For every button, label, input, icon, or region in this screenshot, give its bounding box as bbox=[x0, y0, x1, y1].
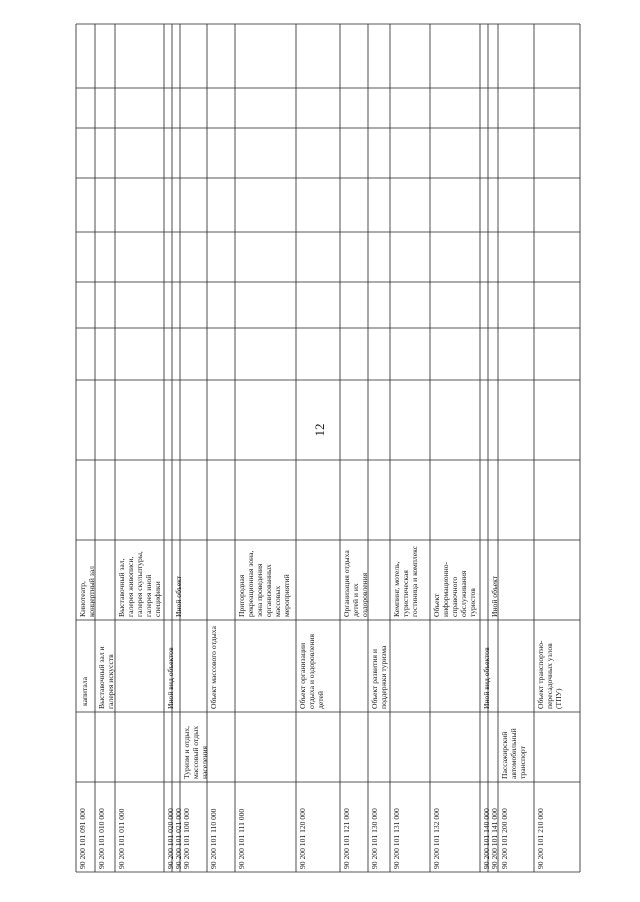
row-code: 90 200 101 130 000 bbox=[370, 808, 379, 869]
row-cell-c2: Туризм и отдых, массовый отдых населения bbox=[182, 725, 209, 779]
row-code: 90 200 101 210 000 bbox=[536, 808, 545, 869]
row-code: 90 200 101 121 000 bbox=[342, 808, 351, 869]
row-cell-c3: Объект развития и поддержки туризма bbox=[370, 645, 388, 709]
row-code: 90 200 101 021 000 bbox=[174, 808, 183, 869]
header-fragment: капитала bbox=[80, 677, 89, 706]
row-code: 90 200 101 131 000 bbox=[392, 808, 401, 869]
row-cell-c4: Кинотеатр, концертный зал bbox=[78, 566, 96, 617]
row-code: 90 200 101 020 000 bbox=[166, 808, 175, 869]
row-code: 90 200 101 010 000 bbox=[97, 808, 106, 869]
row-cell-c4: Кемпинг, мотель, туристическая гостиница и комплекс bbox=[392, 546, 419, 617]
row-cell-c4: Объект информационно-справочного обслуживания туристов bbox=[432, 561, 477, 617]
row-cell-c3: Объект организации отдыха и оздоровления детей bbox=[298, 634, 325, 709]
row-cell-c2: Пассажирский автомобильный транспорт bbox=[500, 728, 527, 779]
row-cell-c3: Объект массового отдыха bbox=[209, 626, 218, 709]
row-code: 90 200 101 011 000 bbox=[117, 808, 126, 869]
row-code: 90 200 101 111 000 bbox=[237, 808, 246, 869]
row-cell-c4: Организация отдыха детей и их оздоровления bbox=[342, 550, 369, 617]
row-cell-c3: Иной вид объектов bbox=[166, 647, 175, 709]
row-code: 90 200 101 200 000 bbox=[500, 808, 509, 869]
row-code: 90 200 101 110 000 bbox=[209, 808, 218, 869]
row-cell-c4: Иной объект bbox=[174, 576, 183, 617]
row-cell-c4: Иной объект bbox=[490, 576, 499, 617]
row-code: 90 200 101 120 000 bbox=[298, 808, 307, 869]
page-number: 12 bbox=[312, 423, 327, 437]
row-code: 90 200 101 100 000 bbox=[182, 808, 191, 869]
row-code: 90 200 101 141 000 bbox=[490, 808, 499, 869]
row-cell-c3: Иной вид объектов bbox=[482, 647, 491, 709]
row-code: 90 200 101 132 000 bbox=[432, 808, 441, 869]
row-cell-c4: Выставочный зал, галерея живописи, галерея скульптуры, галерея иной специфики bbox=[117, 551, 162, 617]
row-code: 90 200 101 091 000 bbox=[78, 808, 87, 869]
row-cell-c3: Объект транспортно-пересадочных узлов (ТПУ) bbox=[536, 640, 563, 709]
row-cell-c3: Выставочный зал и галерея искусств bbox=[97, 646, 115, 709]
row-cell-c4: Пригородная рекреационная зона, зона проведения организованных массовых мероприятий bbox=[237, 550, 291, 617]
row-code: 90 200 101 140 000 bbox=[482, 808, 491, 869]
